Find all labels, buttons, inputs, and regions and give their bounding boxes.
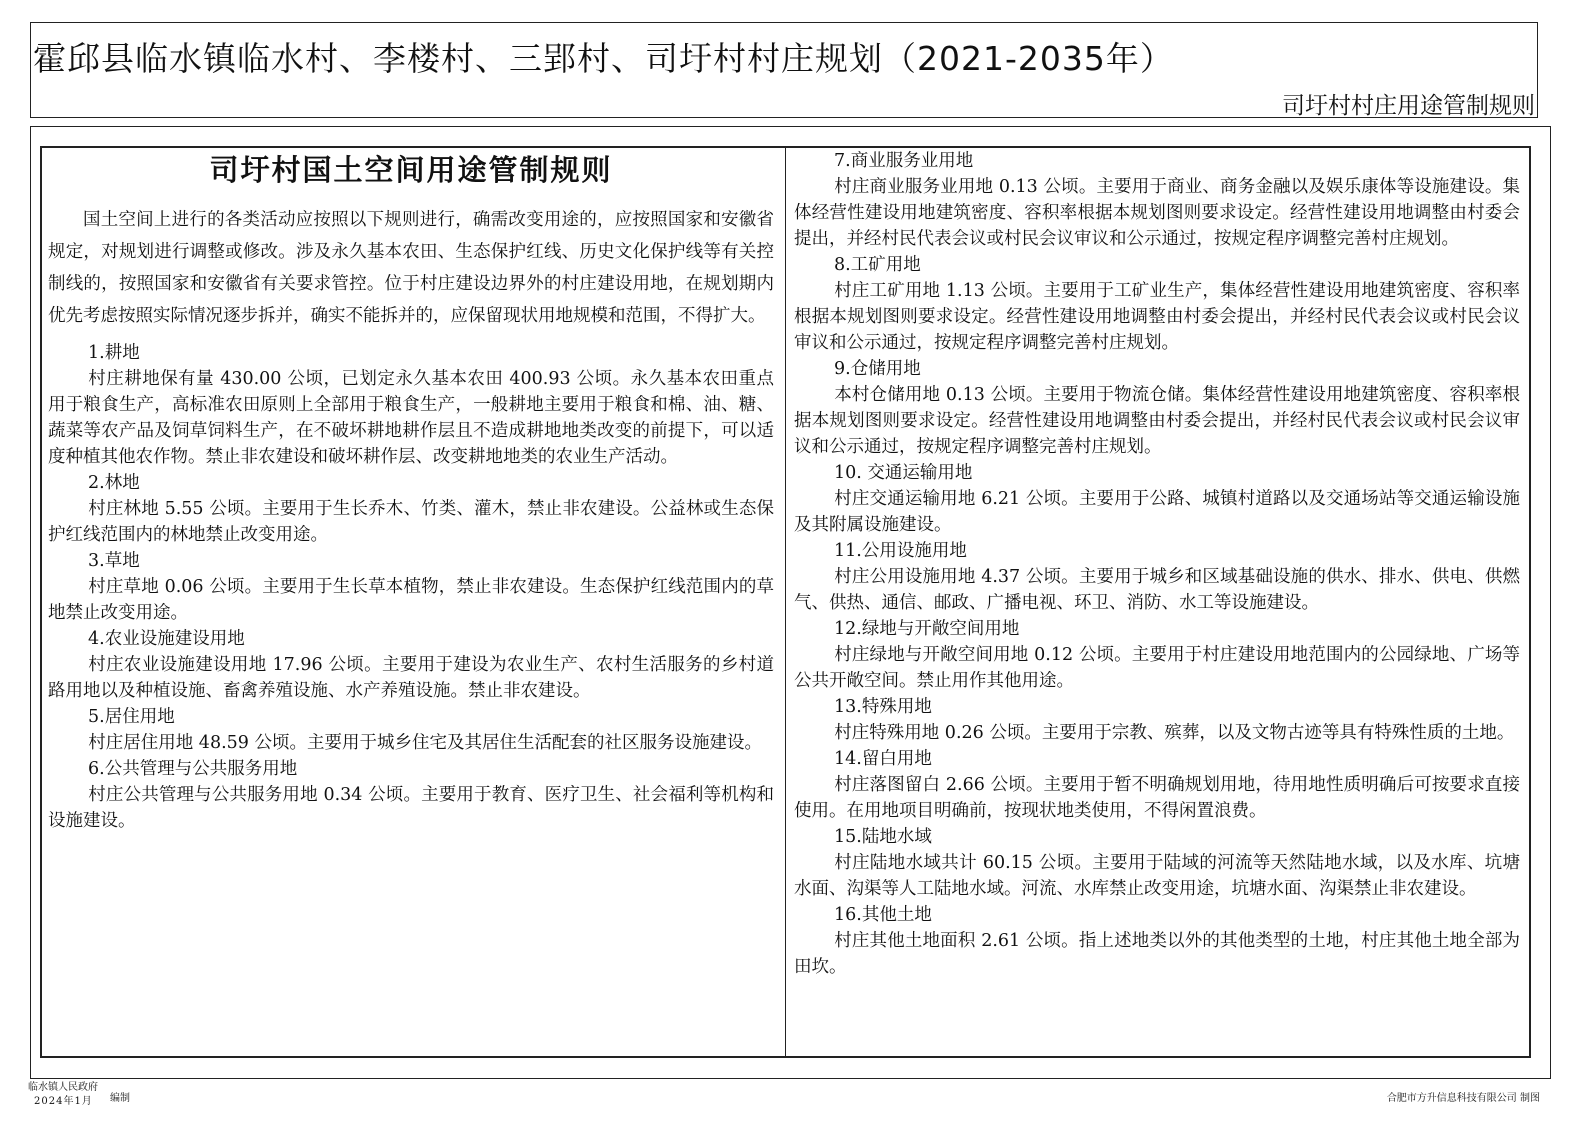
right-column xyxy=(794,148,1520,980)
land-use-section xyxy=(48,470,774,548)
company-credit: 合肥市方升信息科技有限公司 制图 xyxy=(1386,1093,1540,1104)
issuer-name: 临水镇人民政府 xyxy=(28,1082,98,1093)
land-use-section xyxy=(48,704,774,756)
section-heading: 1.耕地 xyxy=(88,343,140,363)
section-text: 村庄特殊用地 0.26 公顷。主要用于宗教、殡葬，以及文物古迹等具有特殊性质的土地。 xyxy=(834,723,1515,743)
section-text: 村庄交通运输用地 6.21 公顷。主要用于公路、城镇村道路以及交通场站等交通运输设施及其附属设施建设。 xyxy=(794,489,1520,535)
left-sections xyxy=(48,340,774,834)
land-use-section xyxy=(794,746,1520,824)
land-use-section xyxy=(794,902,1520,980)
right-sections xyxy=(794,148,1520,980)
section-heading: 16.其他土地 xyxy=(834,905,932,925)
footer-issuer xyxy=(28,1081,98,1109)
land-use-section xyxy=(48,548,774,626)
section-heading: 10. 交通运输用地 xyxy=(834,463,973,483)
section-text: 村庄绿地与开敞空间用地 0.12 公顷。主要用于村庄建设用地范围内的公园绿地、广场等公共开敞空间。禁止用作其他用途。 xyxy=(794,645,1520,691)
column-divider xyxy=(785,146,786,1058)
land-use-section xyxy=(794,356,1520,460)
section-heading: 12.绿地与开敞空间用地 xyxy=(834,619,1020,639)
section-text: 村庄公用设施用地 4.37 公顷。主要用于城乡和区域基础设施的供水、排水、供电、供燃气、供热、通信、邮政、广播电视、环卫、消防、水工等设施建设。 xyxy=(794,567,1520,613)
plan-subtitle: 司圩村村庄用途管制规则 xyxy=(1282,93,1535,119)
section-heading: 6.公共管理与公共服务用地 xyxy=(88,759,298,779)
section-heading: 11.公用设施用地 xyxy=(834,541,967,561)
section-heading: 5.居住用地 xyxy=(88,707,175,727)
section-text: 村庄其他土地面积 2.61 公顷。指上述地类以外的其他类型的土地，村庄其他土地全部为田坎。 xyxy=(794,931,1520,977)
section-heading: 7.商业服务业用地 xyxy=(834,151,974,171)
made-label: 编制 xyxy=(110,1093,130,1104)
land-use-section xyxy=(48,626,774,704)
document-title: 司圩村国土空间用途管制规则 xyxy=(209,153,613,187)
section-heading: 8.工矿用地 xyxy=(834,255,921,275)
left-column xyxy=(48,150,774,834)
section-text: 村庄工矿用地 1.13 公顷。主要用于工矿业生产，集体经营性建设用地建筑密度、容积率根据本规划图则要求设定。经营性建设用地调整由村委会提出，并经村民代表会议或村民会议审议和公示通过，按规定程序调整完善村庄规划。 xyxy=(794,281,1520,353)
section-text: 本村仓储用地 0.13 公顷。主要用于物流仓储。集体经营性建设用地建筑密度、容积率根据本规划图则要求设定。经营性建设用地调整由村委会提出，并经村民代表会议或村民会议审议和公示通过，按规定程序调整完善村庄规划。 xyxy=(794,385,1520,457)
section-heading: 2.林地 xyxy=(88,473,140,493)
section-text: 村庄居住用地 48.59 公顷。主要用于城乡住宅及其居住生活配套的社区服务设施建设。 xyxy=(88,733,762,753)
issue-date: 2024年1月 xyxy=(34,1096,93,1107)
land-use-section xyxy=(794,252,1520,356)
section-text: 村庄林地 5.55 公顷。主要用于生长乔木、竹类、灌木，禁止非农建设。公益林或生态保护红线范围内的林地禁止改变用途。 xyxy=(48,499,774,545)
land-use-section xyxy=(794,460,1520,538)
section-heading: 4.农业设施建设用地 xyxy=(88,629,245,649)
land-use-section xyxy=(794,538,1520,616)
section-text: 村庄公共管理与公共服务用地 0.34 公顷。主要用于教育、医疗卫生、社会福利等机构和设施建设。 xyxy=(48,785,774,831)
section-heading: 3.草地 xyxy=(88,551,140,571)
section-text: 村庄落图留白 2.66 公顷。主要用于暂不明确规划用地，待用地性质明确后可按要求直接使用。在用地项目明确前，按现状地类使用，不得闲置浪费。 xyxy=(794,775,1520,821)
section-heading: 15.陆地水域 xyxy=(834,827,932,847)
land-use-section xyxy=(794,694,1520,746)
section-heading: 13.特殊用地 xyxy=(834,697,932,717)
section-text: 村庄农业设施建设用地 17.96 公顷。主要用于建设为农业生产、农村生活服务的乡村道路用地以及种植设施、畜禽养殖设施、水产养殖设施。禁止非农建设。 xyxy=(48,655,774,701)
land-use-section xyxy=(794,616,1520,694)
section-text: 村庄耕地保有量 430.00 公顷，已划定永久基本农田 400.93 公顷。永久基本农田重点用于粮食生产，高标准农田原则上全部用于粮食生产，一般耕地主要用于粮食和棉、油、糖、蔬菜等农产品及饲草饲料生产，在不破坏耕地耕作层且不造成耕地地类改变的前提下，可以适度种植其他农作物。禁止非农建设和破坏耕作层、改变耕地地类的农业生产活动。 xyxy=(48,369,774,467)
header-box xyxy=(30,22,1538,118)
section-heading: 14.留白用地 xyxy=(834,749,932,769)
land-use-section xyxy=(794,148,1520,252)
plan-title: 霍邱县临水镇临水村、李楼村、三郢村、司圩村村庄规划（2021-2035年） xyxy=(33,39,1174,78)
section-text: 村庄陆地水域共计 60.15 公顷。主要用于陆域的河流等天然陆地水域，以及水库、坑塘水面、沟渠等人工陆地水域。河流、水库禁止改变用途，坑塘水面、沟渠禁止非农建设。 xyxy=(794,853,1520,899)
section-heading: 9.仓储用地 xyxy=(834,359,921,379)
section-text: 村庄草地 0.06 公顷。主要用于生长草本植物，禁止非农建设。生态保护红线范围内的草地禁止改变用途。 xyxy=(48,577,774,623)
intro-paragraph: 国土空间上进行的各类活动应按照以下规则进行，确需改变用途的，应按照国家和安徽省规定，对规划进行调整或修改。涉及永久基本农田、生态保护红线、历史文化保护线等有关控制线的，按照国家和安徽省有关要求管控。位于村庄建设边界外的村庄建设用地，在规划期内优先考虑按照实际情况逐步拆并，确实不能拆并的，应保留现状用地规模和范围，不得扩大。 xyxy=(48,210,774,326)
land-use-section xyxy=(48,756,774,834)
section-text: 村庄商业服务业用地 0.13 公顷。主要用于商业、商务金融以及娱乐康体等设施建设。集体经营性建设用地建筑密度、容积率根据本规划图则要求设定。经营性建设用地调整由村委会提出，并经村民代表会议或村民会议审议和公示通过，按规定程序调整完善村庄规划。 xyxy=(794,177,1520,249)
land-use-section xyxy=(48,340,774,470)
land-use-section xyxy=(794,824,1520,902)
